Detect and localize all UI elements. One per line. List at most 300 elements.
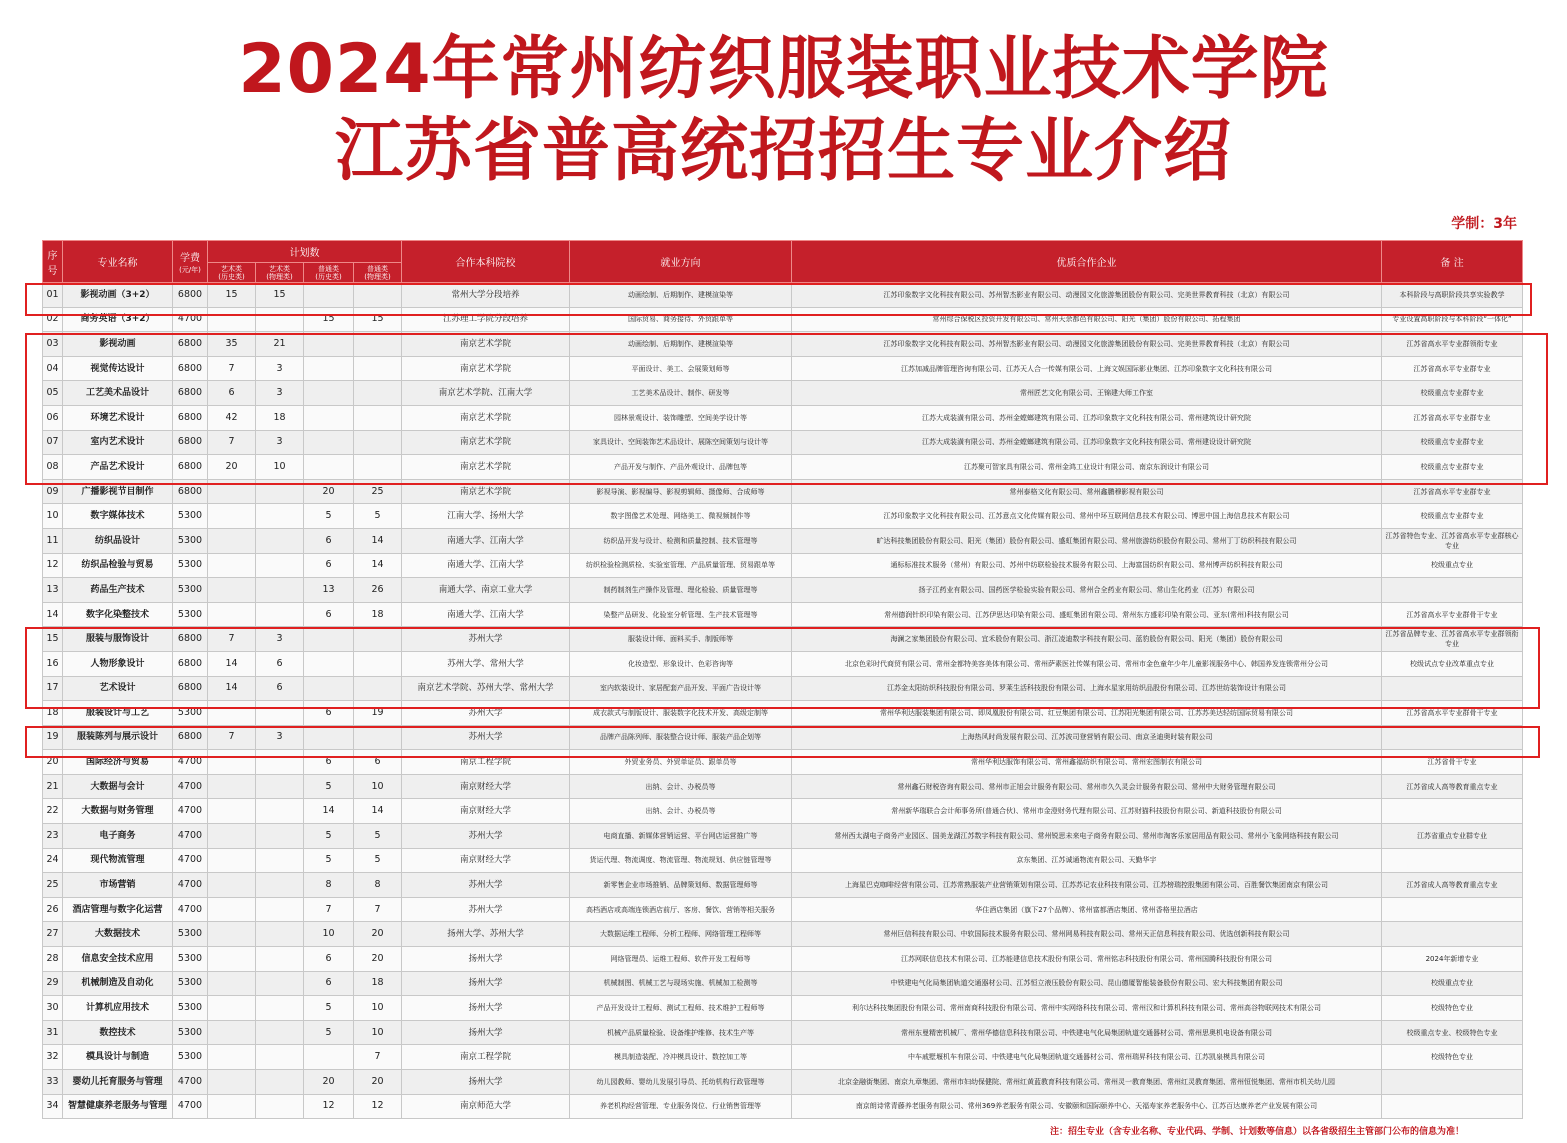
- row-plan-art-history: [208, 1045, 256, 1070]
- row-partner: 南京艺术学院: [402, 405, 570, 430]
- row-plan-general-physics: [354, 283, 402, 308]
- row-plan-art-physics: [256, 1020, 304, 1045]
- row-partner: 苏州大学: [402, 824, 570, 849]
- row-remark: 校级重点专业: [1382, 553, 1523, 578]
- row-no: 23: [43, 824, 63, 849]
- row-plan-general-physics: [354, 651, 402, 676]
- row-plan-general-history: 6: [304, 750, 354, 775]
- table-row: [43, 307, 1523, 332]
- table-row: [43, 651, 1523, 676]
- row-no: 16: [43, 651, 63, 676]
- row-plan-art-physics: 3: [256, 725, 304, 750]
- table-row: [43, 799, 1523, 824]
- row-plan-general-history: 6: [304, 971, 354, 996]
- row-major-name: 产品艺术设计: [63, 455, 173, 480]
- row-remark: 校级重点专业、校级特色专业: [1382, 1020, 1523, 1045]
- row-major-name: 纺织品检验与贸易: [63, 553, 173, 578]
- row-career: 品牌产品陈列师、服装整合设计师、服装产品企划等: [570, 725, 792, 750]
- row-plan-art-history: [208, 578, 256, 603]
- header-companies: 优质合作企业: [792, 241, 1382, 283]
- row-plan-art-physics: [256, 1094, 304, 1119]
- row-remark: [1382, 1094, 1523, 1119]
- row-plan-general-history: 10: [304, 922, 354, 947]
- row-partner: 扬州大学: [402, 1070, 570, 1095]
- row-fee: 6800: [173, 430, 208, 455]
- row-no: 11: [43, 528, 63, 553]
- row-companies: 南京朗诗常青藤养老服务有限公司、常州369养老服务有限公司、安徽颐和国际颐养中心、天福寿家养老服务中心、江苏百达康养老产业发展有限公司: [792, 1094, 1382, 1119]
- row-plan-art-physics: [256, 897, 304, 922]
- row-plan-general-physics: [354, 381, 402, 406]
- row-plan-general-physics: [354, 676, 402, 701]
- row-plan-general-physics: 19: [354, 701, 402, 726]
- row-no: 32: [43, 1045, 63, 1070]
- row-fee: 4700: [173, 848, 208, 873]
- table-row: [43, 283, 1523, 308]
- row-plan-general-physics: 5: [354, 824, 402, 849]
- row-plan-general-history: [304, 405, 354, 430]
- row-remark: 江苏省特色专业、江苏省高水平专业群核心专业: [1382, 528, 1523, 553]
- row-plan-general-history: 6: [304, 701, 354, 726]
- row-major-name: 智慧健康养老服务与管理: [63, 1094, 173, 1119]
- row-companies: 旷达科技集团股份有限公司、阳光（集团）股份有限公司、盛虹集团有限公司、常州旅游纺织股份有限公司、常州丁丁纺织科技有限公司: [792, 528, 1382, 553]
- row-plan-general-history: 20: [304, 479, 354, 504]
- row-partner: 南京财经大学: [402, 799, 570, 824]
- row-career: 模具制造装配、冷冲模具设计、数控加工等: [570, 1045, 792, 1070]
- row-plan-art-physics: 3: [256, 356, 304, 381]
- row-plan-art-physics: [256, 528, 304, 553]
- row-major-name: 模具设计与制造: [63, 1045, 173, 1070]
- row-plan-art-physics: 3: [256, 381, 304, 406]
- row-no: 18: [43, 701, 63, 726]
- row-remark: 江苏省高水平专业群骨干专业: [1382, 602, 1523, 627]
- row-plan-general-physics: [354, 455, 402, 480]
- row-partner: 苏州大学: [402, 701, 570, 726]
- row-plan-general-history: [304, 381, 354, 406]
- row-plan-art-physics: [256, 873, 304, 898]
- row-plan-art-physics: [256, 750, 304, 775]
- row-career: 机械产品质量检验、设备维护维修、技术生产等: [570, 1020, 792, 1045]
- row-no: 12: [43, 553, 63, 578]
- row-career: 室内软装设计、家居配套产品开发、平面广告设计等: [570, 676, 792, 701]
- row-career: 制药制剂生产操作及管理、理化检验、质量管理等: [570, 578, 792, 603]
- row-companies: 京东集团、江苏诚通物流有限公司、天勤华宇: [792, 848, 1382, 873]
- row-major-name: 大数据技术: [63, 922, 173, 947]
- table-row: [43, 1094, 1523, 1119]
- row-major-name: 影视动画: [63, 332, 173, 357]
- row-plan-general-physics: 20: [354, 1070, 402, 1095]
- row-companies: 上海星巴克咖啡经营有限公司、江苏常熟服装产业营销策划有限公司、江苏苏记农业科技有限公司、江苏榜瑞控股集团有限公司、百胜餐饮集团南京有限公司: [792, 873, 1382, 898]
- row-no: 14: [43, 602, 63, 627]
- row-partner: 南通大学、江南大学: [402, 553, 570, 578]
- row-partner: 南通大学、江南大学: [402, 602, 570, 627]
- row-remark: 江苏省成人高等教育重点专业: [1382, 873, 1523, 898]
- row-companies: 上海热风时尚发展有限公司、江苏波司登营销有限公司、南京圣迪奥时装有限公司: [792, 725, 1382, 750]
- row-partner: 南京艺术学院: [402, 332, 570, 357]
- row-companies: 江苏大成装潢有限公司、苏州金螳螂建筑有限公司、江苏印象数字文化科技有限公司、常州建设设计研究院: [792, 430, 1382, 455]
- row-no: 02: [43, 307, 63, 332]
- row-no: 01: [43, 283, 63, 308]
- row-plan-general-physics: [354, 627, 402, 652]
- row-fee: 6800: [173, 725, 208, 750]
- row-plan-general-physics: 5: [354, 848, 402, 873]
- row-fee: 4700: [173, 897, 208, 922]
- row-fee: 4700: [173, 750, 208, 775]
- row-plan-art-history: 20: [208, 455, 256, 480]
- row-no: 07: [43, 430, 63, 455]
- row-plan-general-history: [304, 651, 354, 676]
- row-fee: 5300: [173, 504, 208, 529]
- row-plan-general-history: 6: [304, 947, 354, 972]
- row-partner: 苏州大学、常州大学: [402, 651, 570, 676]
- table-row: [43, 528, 1523, 553]
- row-remark: 校级重点专业群专业: [1382, 455, 1523, 480]
- row-fee: 6800: [173, 651, 208, 676]
- row-fee: 6800: [173, 381, 208, 406]
- row-fee: 4700: [173, 824, 208, 849]
- row-fee: 4700: [173, 774, 208, 799]
- row-plan-general-history: 5: [304, 774, 354, 799]
- row-career: 园林景观设计、装饰雕塑、空间美学设计等: [570, 405, 792, 430]
- row-no: 34: [43, 1094, 63, 1119]
- row-remark: 江苏省高水平专业群专业: [1382, 405, 1523, 430]
- row-career: 网络管理员、运维工程师、软件开发工程师等: [570, 947, 792, 972]
- row-plan-general-history: 12: [304, 1094, 354, 1119]
- row-partner: 南京工程学院: [402, 750, 570, 775]
- row-major-name: 市场营销: [63, 873, 173, 898]
- row-fee: 6800: [173, 332, 208, 357]
- row-plan-art-history: 7: [208, 725, 256, 750]
- row-partner: 南京艺术学院: [402, 479, 570, 504]
- row-plan-art-history: 14: [208, 651, 256, 676]
- table-row: [43, 774, 1523, 799]
- header-plan-general-physics: 普通类 (物理类): [354, 263, 402, 283]
- table-row: [43, 578, 1523, 603]
- row-remark: [1382, 676, 1523, 701]
- row-plan-art-history: [208, 1070, 256, 1095]
- row-plan-general-physics: [354, 405, 402, 430]
- table-row: [43, 996, 1523, 1021]
- row-major-name: 药品生产技术: [63, 578, 173, 603]
- row-companies: 常州新华瑞联合会计师事务所(普通合伙)、常州市金澄财务代理有限公司、江苏财猫科技股份有限公司、新道科技股份有限公司: [792, 799, 1382, 824]
- row-career: 工艺美术品设计、制作、研发等: [570, 381, 792, 406]
- row-companies: 常州华利达服饰有限公司、常州鑫福纺织有限公司、常州宏图制衣有限公司: [792, 750, 1382, 775]
- row-plan-art-history: 7: [208, 430, 256, 455]
- row-major-name: 人物形象设计: [63, 651, 173, 676]
- row-plan-general-history: 15: [304, 307, 354, 332]
- row-plan-general-physics: 15: [354, 307, 402, 332]
- row-major-name: 电子商务: [63, 824, 173, 849]
- row-plan-general-physics: [354, 430, 402, 455]
- row-remark: 江苏省重点专业群专业: [1382, 824, 1523, 849]
- table-row: [43, 455, 1523, 480]
- row-no: 22: [43, 799, 63, 824]
- row-career: 化妆造型、形象设计、色彩咨询等: [570, 651, 792, 676]
- row-plan-art-history: [208, 553, 256, 578]
- majors-table-body: [43, 283, 1523, 1119]
- row-plan-art-physics: [256, 848, 304, 873]
- row-no: 03: [43, 332, 63, 357]
- row-fee: 6800: [173, 356, 208, 381]
- row-plan-general-physics: 12: [354, 1094, 402, 1119]
- row-plan-art-physics: 3: [256, 627, 304, 652]
- row-plan-general-history: [304, 676, 354, 701]
- row-plan-art-history: 35: [208, 332, 256, 357]
- row-companies: 利尔达科技集团股份有限公司、常州南商科技股份有限公司、常州中实网络科技有限公司、常州汉和计算机科技有限公司、常州高谷物联网技术有限公司: [792, 996, 1382, 1021]
- row-plan-general-physics: 20: [354, 947, 402, 972]
- row-plan-art-physics: 6: [256, 651, 304, 676]
- row-companies: 常州西太湖电子商务产业园区、国美龙湖江苏数字科技有限公司、常州锐思未来电子商务有限公司、常州市淘客乐家居用品有限公司、常州小飞象网络科技有限公司: [792, 824, 1382, 849]
- row-plan-general-physics: [354, 332, 402, 357]
- row-plan-art-history: [208, 307, 256, 332]
- table-row: [43, 504, 1523, 529]
- row-plan-art-physics: [256, 774, 304, 799]
- row-plan-art-history: [208, 824, 256, 849]
- table-row: [43, 479, 1523, 504]
- row-career: 高档酒店或高端连锁酒店前厅、客房、餐饮、营销等相关服务: [570, 897, 792, 922]
- row-plan-general-physics: 14: [354, 553, 402, 578]
- row-major-name: 纺织品设计: [63, 528, 173, 553]
- row-companies: 江苏加减品牌管理咨询有限公司、江苏天人合一传媒有限公司、上海文娱国际影业集团、江苏印象数字文化科技有限公司: [792, 356, 1382, 381]
- row-no: 05: [43, 381, 63, 406]
- row-plan-art-physics: [256, 578, 304, 603]
- row-plan-general-history: [304, 627, 354, 652]
- row-remark: 校级特色专业: [1382, 1045, 1523, 1070]
- row-partner: 江苏理工学院分段培养: [402, 307, 570, 332]
- table-row: [43, 602, 1523, 627]
- row-major-name: 国际经济与贸易: [63, 750, 173, 775]
- row-companies: 江苏聚可智家具有限公司、常州金鸿工业设计有限公司、南京东润设计有限公司: [792, 455, 1382, 480]
- row-partner: 南京师范大学: [402, 1094, 570, 1119]
- table-row: [43, 971, 1523, 996]
- row-remark: 校级重点专业群专业: [1382, 430, 1523, 455]
- row-career: 纺织检验检测质检、实验室管理、产品质量管理、贸易跟单等: [570, 553, 792, 578]
- row-companies: 通标标准技术服务（常州）有限公司、苏州中纺联检验技术服务有限公司、上海富国纺织有限公司、常州博声纺织科技有限公司: [792, 553, 1382, 578]
- row-companies: 常州综合保税区投资开发有限公司、常州天余都邑有限公司、阳光（集团）股份有限公司、拓程集团: [792, 307, 1382, 332]
- row-no: 27: [43, 922, 63, 947]
- row-plan-art-history: 7: [208, 356, 256, 381]
- row-plan-art-history: [208, 528, 256, 553]
- row-remark: 江苏省品牌专业、江苏省高水平专业群领衔专业: [1382, 627, 1523, 652]
- row-plan-art-physics: [256, 824, 304, 849]
- row-companies: 北京金融街集团、南京九章集团、常州市妇幼保健院、常州红黄蓝教育科技有限公司、常州灵一教育集团、常州红灵教育集团、常州恒悦集团、常州市机关幼儿园: [792, 1070, 1382, 1095]
- row-career: 大数据运维工程师、分析工程师、网络管理工程师等: [570, 922, 792, 947]
- row-fee: 4700: [173, 799, 208, 824]
- row-remark: 校级重点专业群专业: [1382, 381, 1523, 406]
- row-plan-general-history: [304, 455, 354, 480]
- row-plan-general-physics: 7: [354, 897, 402, 922]
- row-no: 15: [43, 627, 63, 652]
- table-row: [43, 824, 1523, 849]
- row-partner: 南京艺术学院: [402, 430, 570, 455]
- row-fee: 5300: [173, 701, 208, 726]
- row-no: 28: [43, 947, 63, 972]
- row-no: 26: [43, 897, 63, 922]
- row-companies: 常州华利达服装集团有限公司、即凤凰股份有限公司、红豆集团有限公司、江苏阳光集团有限公司、江苏苏美达轻纺国际贸易有限公司: [792, 701, 1382, 726]
- row-partner: 南京艺术学院、江南大学: [402, 381, 570, 406]
- row-plan-art-history: 42: [208, 405, 256, 430]
- row-companies: 常州巨信科技有限公司、中软国际技术服务有限公司、常州网易科技有限公司、常州天正信息科技有限公司、优选创新科技有限公司: [792, 922, 1382, 947]
- row-career: 动画绘制、后期制作、建模渲染等: [570, 332, 792, 357]
- row-plan-art-physics: 15: [256, 283, 304, 308]
- row-career: 新零售企业市场推销、品牌策划师、数据管理师等: [570, 873, 792, 898]
- row-major-name: 室内艺术设计: [63, 430, 173, 455]
- majors-table: [42, 240, 1523, 1119]
- row-fee: 4700: [173, 873, 208, 898]
- duration-label: 学制：3年: [1451, 216, 1517, 232]
- row-career: 影视导演、影视编导、影视剪辑师、摄像师、合成师等: [570, 479, 792, 504]
- row-partner: 苏州大学: [402, 873, 570, 898]
- row-fee: 5300: [173, 922, 208, 947]
- row-plan-art-history: 14: [208, 676, 256, 701]
- row-fee: 5300: [173, 528, 208, 553]
- row-fee: 6800: [173, 283, 208, 308]
- row-fee: 4700: [173, 1094, 208, 1119]
- row-major-name: 数字化染整技术: [63, 602, 173, 627]
- header-plan-art-physics: 艺术类 (物理类): [256, 263, 304, 283]
- row-plan-general-physics: 14: [354, 799, 402, 824]
- table-row: [43, 1045, 1523, 1070]
- row-career: 养老机构经营管理、专业服务岗位、行业销售管理等: [570, 1094, 792, 1119]
- table-row: [43, 701, 1523, 726]
- row-major-name: 服装与服饰设计: [63, 627, 173, 652]
- row-remark: [1382, 922, 1523, 947]
- row-remark: 校级特色专业: [1382, 996, 1523, 1021]
- row-plan-art-physics: [256, 947, 304, 972]
- row-no: 13: [43, 578, 63, 603]
- row-no: 19: [43, 725, 63, 750]
- row-plan-general-physics: 7: [354, 1045, 402, 1070]
- row-career: 国际贸易、商务接待、外贸跟单等: [570, 307, 792, 332]
- row-major-name: 机械制造及自动化: [63, 971, 173, 996]
- row-partner: 江南大学、扬州大学: [402, 504, 570, 529]
- row-plan-general-history: 6: [304, 602, 354, 627]
- row-plan-art-physics: [256, 701, 304, 726]
- row-fee: 5300: [173, 578, 208, 603]
- row-career: 家具设计、空间装饰艺术品设计、展陈空间策划与设计等: [570, 430, 792, 455]
- table-row: [43, 1020, 1523, 1045]
- table-row: [43, 922, 1523, 947]
- table-row: [43, 897, 1523, 922]
- row-remark: [1382, 848, 1523, 873]
- title-line-1: 2024年常州纺织服装职业技术学院: [238, 30, 1329, 109]
- row-plan-general-history: [304, 356, 354, 381]
- row-career: 出纳、会计、办税员等: [570, 774, 792, 799]
- row-remark: 校级试点专业改革重点专业: [1382, 651, 1523, 676]
- row-major-name: 现代物流管理: [63, 848, 173, 873]
- row-companies: 江苏印象数字文化科技有限公司、江苏意点文化传媒有限公司、常州中环互联网信息技术有限公司、博思中国上海信息技术有限公司: [792, 504, 1382, 529]
- row-fee: 5300: [173, 947, 208, 972]
- row-companies: 中车戚墅堰机车有限公司、中铁建电气化局集团轨道交通器材公司、常州瑞昇科技有限公司、江苏凯泉模具有限公司: [792, 1045, 1382, 1070]
- row-plan-general-physics: 10: [354, 774, 402, 799]
- row-companies: 常州德润针织印染有限公司、江苏伊思达印染有限公司、盛虹集团有限公司、常州东方盛彩印染有限公司、亚东(常州)科技有限公司: [792, 602, 1382, 627]
- row-plan-general-history: [304, 283, 354, 308]
- row-plan-art-physics: 18: [256, 405, 304, 430]
- row-partner: 南京艺术学院、苏州大学、常州大学: [402, 676, 570, 701]
- row-no: 24: [43, 848, 63, 873]
- row-partner: 扬州大学: [402, 971, 570, 996]
- row-plan-general-physics: [354, 725, 402, 750]
- row-remark: 江苏省高水平专业群领衔专业: [1382, 332, 1523, 357]
- row-career: 外贸业务员、外贸单证员、跟单员等: [570, 750, 792, 775]
- row-major-name: 视觉传达设计: [63, 356, 173, 381]
- table-row: [43, 430, 1523, 455]
- header-seq: 序号: [43, 241, 63, 283]
- row-plan-art-history: 7: [208, 627, 256, 652]
- row-plan-art-physics: 21: [256, 332, 304, 357]
- row-career: 成衣款式与制版设计、服装数字化技术开发、高级定制等: [570, 701, 792, 726]
- row-fee: 5300: [173, 996, 208, 1021]
- row-major-name: 大数据与会计: [63, 774, 173, 799]
- row-plan-art-history: [208, 479, 256, 504]
- row-plan-art-history: [208, 873, 256, 898]
- row-no: 20: [43, 750, 63, 775]
- row-remark: 校级重点专业: [1382, 971, 1523, 996]
- row-career: 染整产品研发、化验室分析管理、生产技术管理等: [570, 602, 792, 627]
- row-plan-general-history: 8: [304, 873, 354, 898]
- row-plan-art-history: 6: [208, 381, 256, 406]
- row-plan-art-history: [208, 848, 256, 873]
- row-major-name: 酒店管理与数字化运营: [63, 897, 173, 922]
- row-major-name: 服装设计与工艺: [63, 701, 173, 726]
- row-no: 29: [43, 971, 63, 996]
- row-partner: 苏州大学: [402, 627, 570, 652]
- row-fee: 6800: [173, 479, 208, 504]
- row-plan-art-physics: [256, 996, 304, 1021]
- header-partner: 合作本科院校: [402, 241, 570, 283]
- row-plan-art-history: [208, 774, 256, 799]
- row-no: 08: [43, 455, 63, 480]
- row-major-name: 信息安全技术应用: [63, 947, 173, 972]
- row-partner: 南京艺术学院: [402, 455, 570, 480]
- row-career: 货运代理、物流调度、物流管理、物流规划、供应链管理等: [570, 848, 792, 873]
- row-remark: 江苏省高水平专业群骨干专业: [1382, 701, 1523, 726]
- row-plan-general-history: [304, 1045, 354, 1070]
- row-plan-art-physics: [256, 602, 304, 627]
- row-plan-general-history: 14: [304, 799, 354, 824]
- header-career: 就业方向: [570, 241, 792, 283]
- row-no: 33: [43, 1070, 63, 1095]
- row-plan-general-history: 7: [304, 897, 354, 922]
- row-plan-general-physics: 25: [354, 479, 402, 504]
- row-plan-general-history: 13: [304, 578, 354, 603]
- row-companies: 江苏印象数字文化科技有限公司、苏州智杰影业有限公司、动漫园文化旅游集团股份有限公司、完美世界教育科技（北京）有限公司: [792, 283, 1382, 308]
- row-companies: 常州匠艺文化有限公司、王锦建大师工作室: [792, 381, 1382, 406]
- row-partner: 南通大学、江南大学: [402, 528, 570, 553]
- row-plan-general-history: 5: [304, 848, 354, 873]
- row-remark: 江苏省高水平专业群专业: [1382, 356, 1523, 381]
- row-plan-general-physics: 18: [354, 602, 402, 627]
- row-remark: [1382, 1070, 1523, 1095]
- row-major-name: 数控技术: [63, 1020, 173, 1045]
- header-plan-art-history: 艺术类 (历史类): [208, 263, 256, 283]
- row-partner: 扬州大学、苏州大学: [402, 922, 570, 947]
- row-fee: 4700: [173, 1070, 208, 1095]
- row-plan-art-history: [208, 971, 256, 996]
- row-plan-art-history: [208, 1020, 256, 1045]
- row-fee: 5300: [173, 1045, 208, 1070]
- row-plan-art-physics: 6: [256, 676, 304, 701]
- row-partner: 南京艺术学院: [402, 356, 570, 381]
- row-plan-art-physics: [256, 504, 304, 529]
- row-career: 动画绘制、后期制作、建模渲染等: [570, 283, 792, 308]
- table-row: [43, 553, 1523, 578]
- row-remark: 江苏省高水平专业群专业: [1382, 479, 1523, 504]
- row-fee: 4700: [173, 307, 208, 332]
- row-no: 04: [43, 356, 63, 381]
- row-companies: 海澜之家集团股份有限公司、宜禾股份有限公司、浙江凌迪数字科技有限公司、蓝豹股份有限公司、阳光（集团）股份有限公司: [792, 627, 1382, 652]
- row-plan-art-physics: 10: [256, 455, 304, 480]
- row-plan-general-physics: 26: [354, 578, 402, 603]
